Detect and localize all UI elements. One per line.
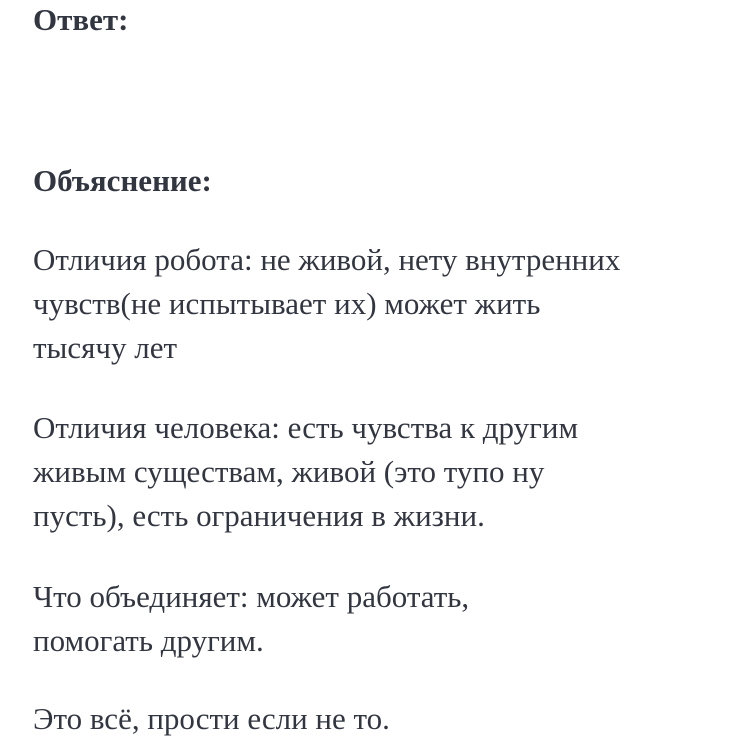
explanation-heading: Объяснение:: [33, 163, 212, 198]
paragraph-line: пусть), есть ограничения в жизни.: [33, 498, 485, 533]
paragraph-line: Отличия человека: есть чувства к другим: [33, 410, 579, 445]
paragraph-line: Отличия робота: не живой, нету внутренних: [33, 242, 621, 277]
paragraph-line: Это всё, прости если не то.: [33, 701, 390, 736]
closing-paragraph: [33, 697, 390, 741]
human-differences-paragraph: [33, 406, 578, 538]
paragraph-line: живым существам, живой (это тупо ну: [33, 454, 545, 489]
paragraph-line: чувств(не испытывает их) может жить: [33, 286, 541, 321]
paragraph-line: помогать другим.: [33, 623, 264, 658]
answer-heading: Ответ:: [33, 2, 129, 37]
common-traits-paragraph: [33, 575, 469, 663]
paragraph-line: Что объединяет: может работать,: [33, 579, 470, 614]
robot-differences-paragraph: [33, 238, 620, 370]
paragraph-line: тысячу лет: [33, 330, 178, 365]
